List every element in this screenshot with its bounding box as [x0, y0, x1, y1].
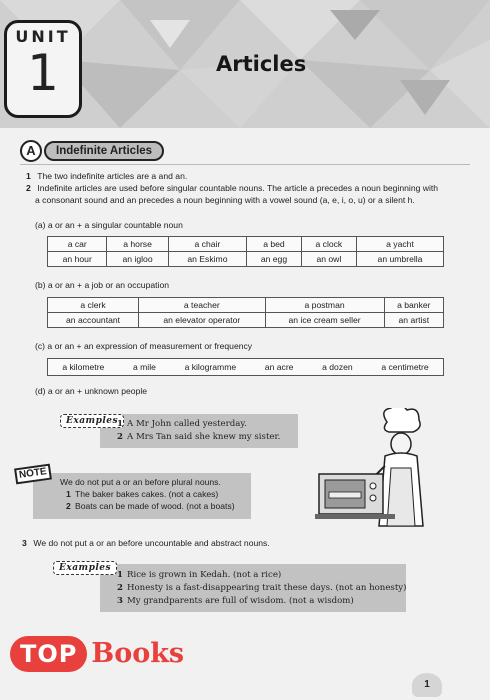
- sub-d-label: (d) a or an + unknown people: [35, 386, 148, 396]
- sub-a-label: (a) a or an + a singular countable noun: [35, 220, 183, 230]
- note-line: 2 Boats can be made of wood. (not a boats): [66, 501, 235, 511]
- page-number: 1: [412, 673, 442, 697]
- section-divider: [20, 164, 470, 165]
- sub-b-table: [47, 297, 444, 328]
- point-3: 3 We do not put a or an before uncountable and abstract nouns.: [22, 538, 270, 548]
- section-letter: A: [20, 140, 42, 162]
- example-line: 3 My grandparents are full of wisdom. (not a wisdom): [117, 596, 354, 606]
- example-line: 1 A Mr John called yesterday.: [117, 419, 247, 429]
- sub-c-label: (c) a or an + an expression of measurement or frequency: [35, 341, 253, 351]
- table-row: an hour an igloo an Eskimo an egg an owl an umbrella: [48, 252, 444, 267]
- table-row: an accountant an elevator operator an ice cream seller an artist: [48, 313, 444, 328]
- page-title: Articles: [216, 52, 307, 76]
- section-title: Indefinite Articles: [44, 141, 164, 161]
- unit-number: 1: [27, 44, 59, 102]
- unit-header: [0, 0, 490, 128]
- examples-tag: Examples: [53, 561, 117, 575]
- logo-top-text: TOP: [10, 636, 87, 672]
- sub-c-row: a kilometre a mile a kilogramme an acre a dozen a centimetre: [47, 358, 444, 376]
- example-line: 2 Honesty is a fast-disappearing trait these days. (not an honesty): [117, 583, 407, 593]
- baker-illustration-icon: [315, 408, 455, 533]
- topbooks-logo: [10, 636, 184, 676]
- examples-tag: Examples: [60, 414, 124, 428]
- logo-books-text: Books: [91, 638, 185, 669]
- note-line: 1 The baker bakes cakes. (not a cakes): [66, 489, 219, 499]
- table-row: a car a horse a chair a bed a clock a yacht: [48, 237, 444, 252]
- point-2-continued: a consonant sound and an precedes a noun beginning with a vowel sound (a, e, i, o, u) or a silent h.: [35, 195, 415, 205]
- sub-b-label: (b) a or an + a job or an occupation: [35, 280, 170, 290]
- sub-a-table: [47, 236, 444, 267]
- point-1: 1 The two indefinite articles are a and an.: [26, 171, 188, 181]
- table-row: a clerk a teacher a postman a banker: [48, 298, 444, 313]
- point-2: 2 Indefinite articles are used before singular countable nouns. The article a precedes a noun beginning with: [26, 183, 439, 193]
- example-line: 2 A Mrs Tan said she knew my sister.: [117, 432, 281, 442]
- note-intro: We do not put a or an before plural nouns.: [60, 477, 221, 487]
- unit-badge: [4, 20, 82, 118]
- example-line: 1 Rice is grown in Kedah. (not a rice): [117, 570, 282, 580]
- note-tag: NOTE: [14, 464, 52, 485]
- unit-label: UNIT: [15, 27, 71, 46]
